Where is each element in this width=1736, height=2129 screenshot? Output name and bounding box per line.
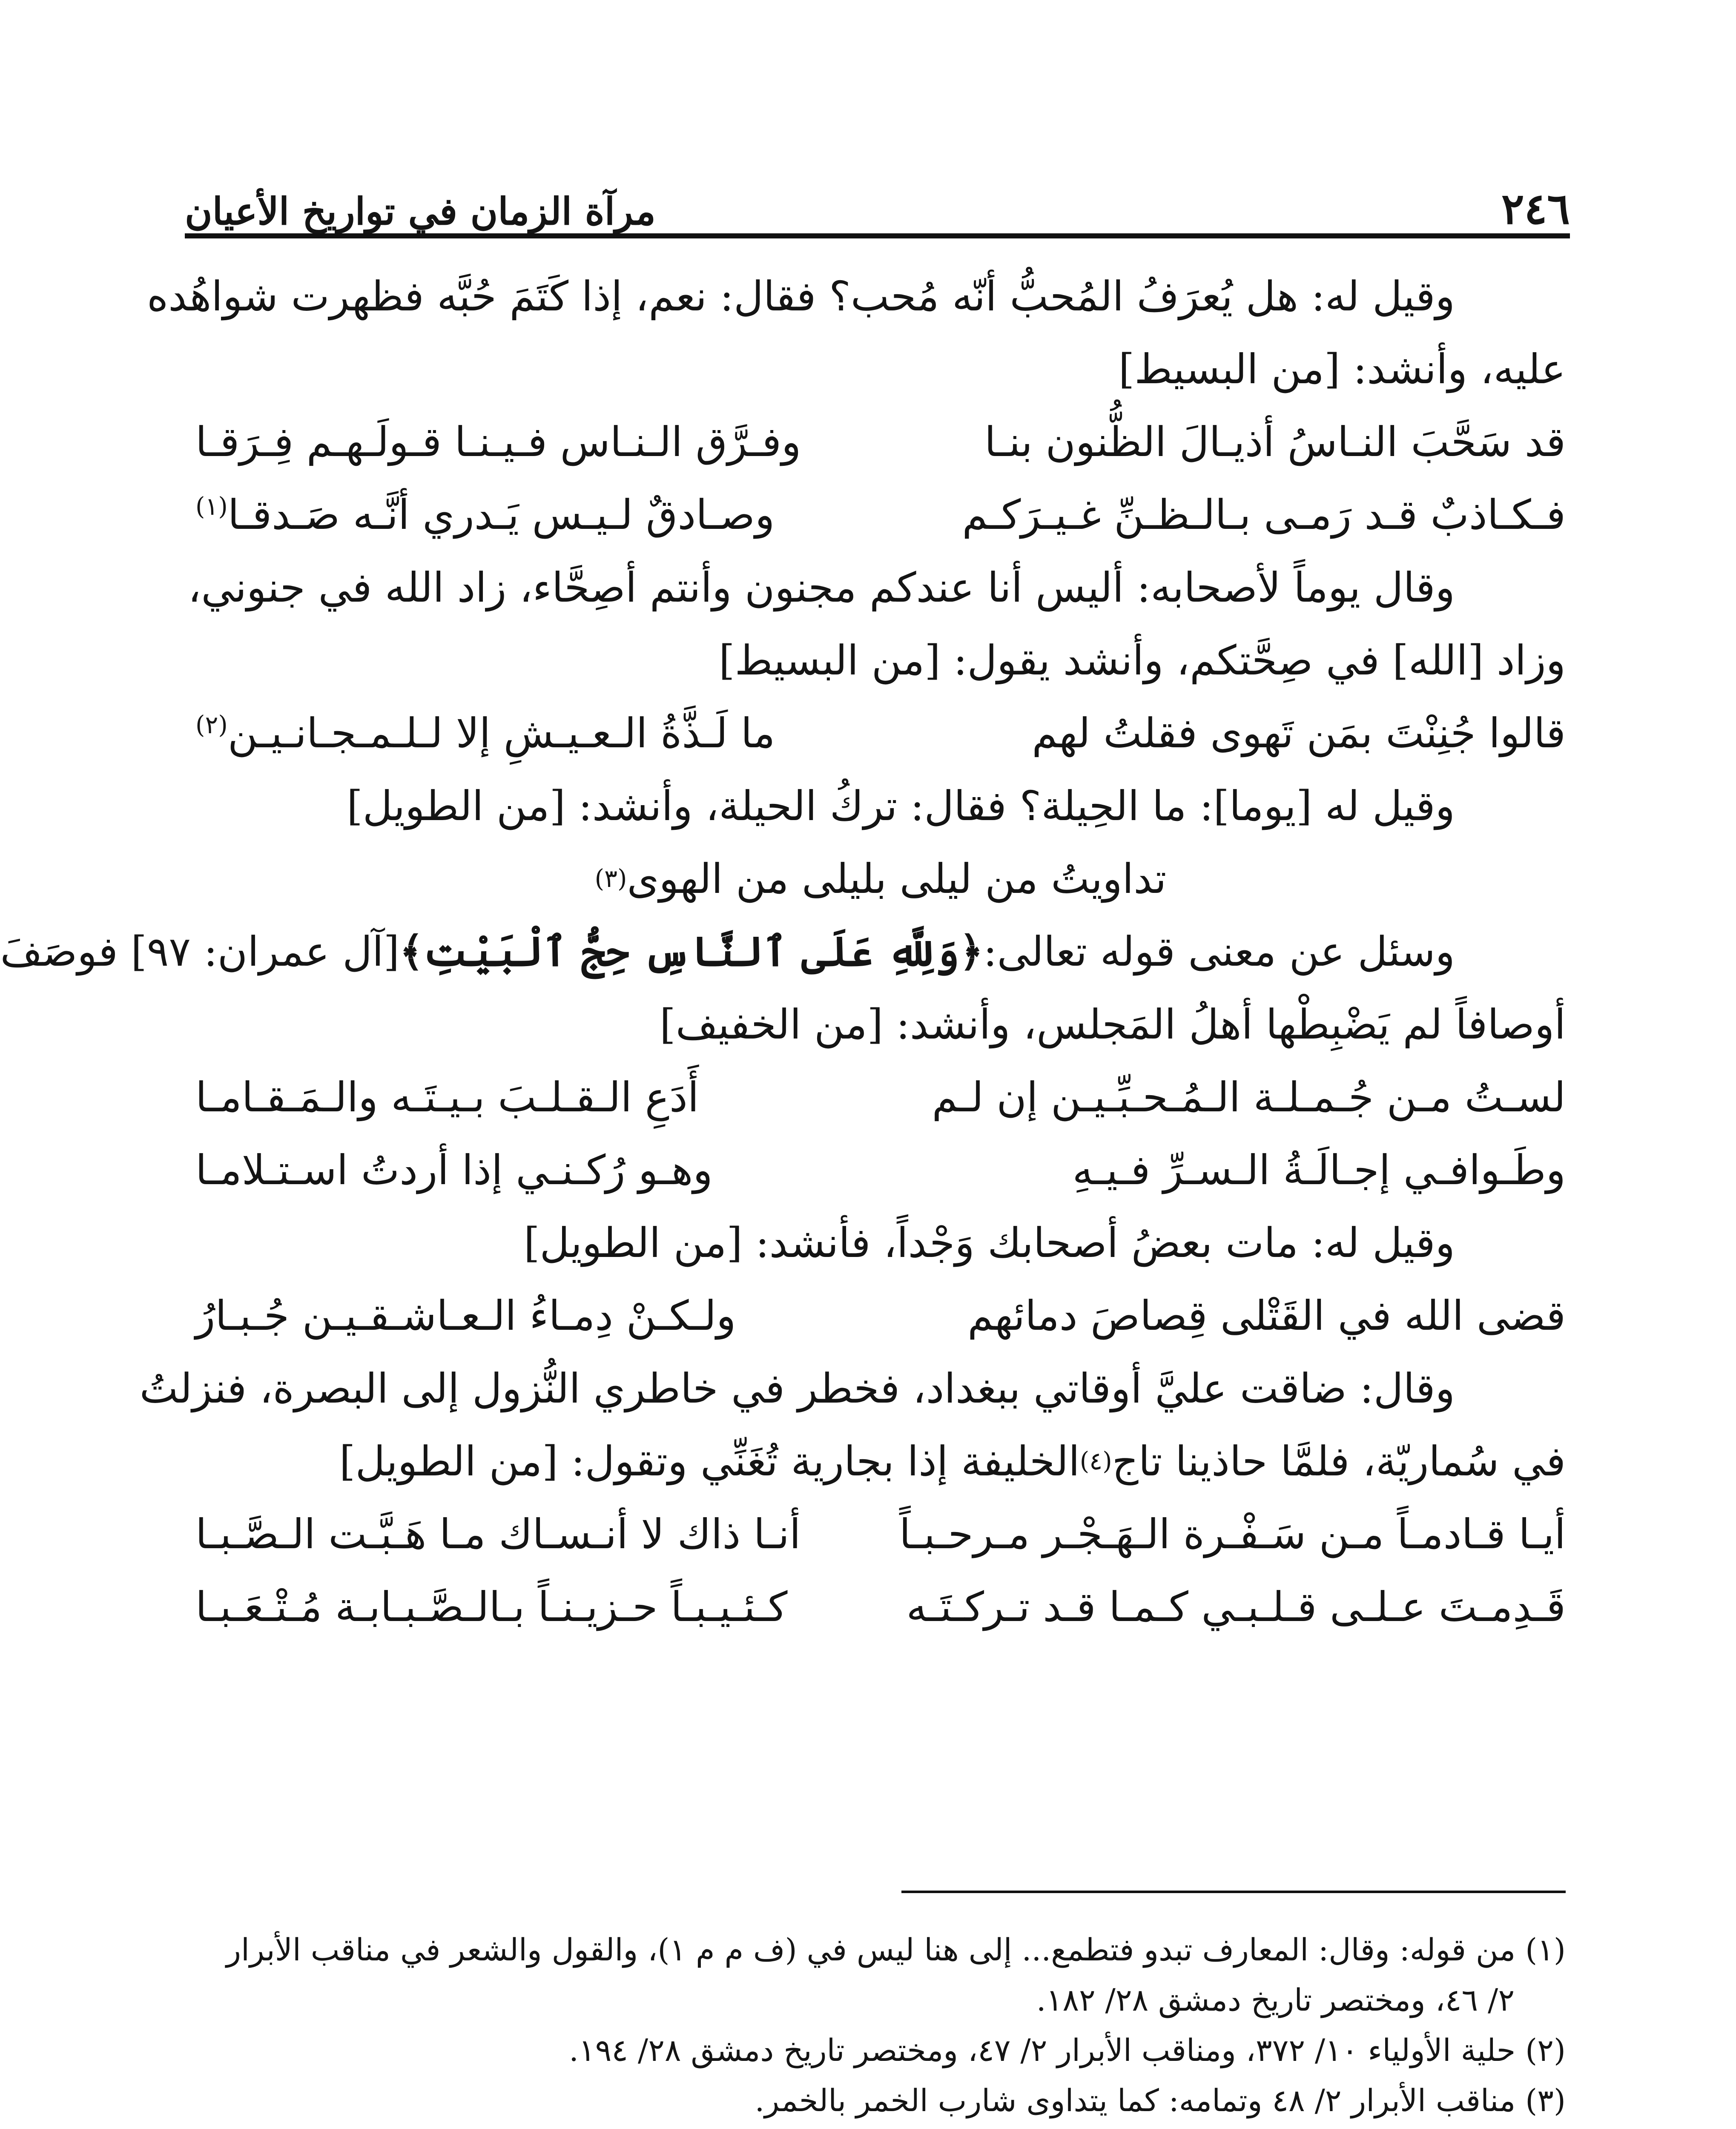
footnotes xyxy=(195,1925,1566,2129)
verse-first-hemistich: وطَـوافـي إجـالَـةُ الـسـرِّ فـيـهِ xyxy=(1072,1146,1566,1194)
paragraph-text: وزاد [الله] في صِحَّتكم، وأنشد يقول: [من البسيط] xyxy=(719,636,1566,684)
footnote-ref: (٢) xyxy=(195,710,228,739)
paragraph-text: [آل عمران: ٩٧] فوصَفَ xyxy=(0,927,400,976)
footnote xyxy=(195,2025,1566,2075)
verse-line xyxy=(195,1498,1566,1570)
verse-first-hemistich: لسـتُ مـن جُـمـلـة الـمُـحـبِّـيـن إن لـم xyxy=(932,1073,1566,1121)
footnote-text: (٢) حلية الأولياء ١٠/ ٣٧٢، ومناقب الأبرار ٢/ ٤٧، ومختصر تاريخ دمشق ٢٨/ ١٩٤. xyxy=(569,2032,1566,2068)
text-line xyxy=(195,333,1566,405)
verse-second-hemistich: أنـا ذاك لا أنـسـاك مـا هَـبَّـت الـصَّـبـا xyxy=(195,1510,801,1558)
verse-line xyxy=(195,1279,1566,1352)
verse-line xyxy=(195,1570,1566,1643)
text-line xyxy=(195,769,1566,842)
book-title: مرآة الزمان في تواريخ الأعيان xyxy=(185,189,656,233)
verse-second-hemistich: كـئـيـبـاً حـزيـنـاً بـالـصَّـبـابـة مُـتْـعَـبـا xyxy=(195,1583,788,1631)
verse-first-hemistich: قالوا جُنِنْتَ بمَن تَهوى فقلتُ لهم xyxy=(1032,709,1566,757)
footnote-ref: (١) xyxy=(195,492,228,521)
paragraph-text: وقيل له [يوما]: ما الحِيلة؟ فقال: تركُ الحيلة، وأنشد: [من الطويل] xyxy=(347,782,1455,830)
verse-line xyxy=(195,1061,1566,1133)
verse-line xyxy=(195,478,1566,551)
text-line xyxy=(139,1352,1566,1425)
footnote xyxy=(195,2075,1566,2126)
footnote xyxy=(195,1925,1566,1975)
quran-verse: ﴿وَلِلَّهِ عَلَى ٱلنَّاسِ حِجُّ ٱلْبَيْتِ﴾ xyxy=(399,927,984,976)
paragraph-text: الخليفة إذا بجارية تُغَنِّي وتقول: [من الطويل] xyxy=(339,1437,1080,1485)
footnote-text: (١) من قوله: وقال: المعارف تبدو فتطمع... إلى هنا ليس في (ف م م ١)، والقول والشعر في مناقب الأبرار xyxy=(226,1932,1566,1968)
verse-second-hemistich: وفـرَّق الـنـاس فـيـنـا قـولَـهـم فِـرَقـا xyxy=(195,418,801,466)
footnote-separator xyxy=(901,1891,1566,1893)
verse-second-hemistich: ولـكـنْ دِمـاءُ الـعـاشـقـيـن جُـبـارُ xyxy=(195,1291,736,1340)
footnote-continuation xyxy=(195,1975,1566,2025)
text-line xyxy=(188,551,1566,624)
paragraph-text: في سُماريّة، فلمَّا حاذينا تاج xyxy=(1112,1437,1566,1485)
verse-second-hemistich: وهـو رُكـنـي إذا أردتُ اسـتـلامـا xyxy=(195,1146,713,1194)
footnote xyxy=(195,2126,1566,2129)
paragraph-text: وقال يوماً لأصحابه: أليس أنا عندكم مجنون وأنتم أصِحَّاء، زاد الله في جنوني، xyxy=(188,563,1455,611)
verse-second-hemistich xyxy=(195,709,853,757)
verse-second-hemistich: أَدَعِ الـقـلـبَ بـيـتَـه والـمَـقـامـا xyxy=(195,1073,699,1121)
verse-first-hemistich: فـكـاذبٌ قـد رَمـى بـالـظـنِّ غـيـرَكـم xyxy=(962,491,1566,539)
text-line xyxy=(146,260,1566,333)
verse-first-hemistich: قَـدِمـتَ عـلـى قـلـبـي كـمـا قـد تـركـتَـه xyxy=(906,1583,1566,1631)
paragraph-text: وقيل له: هل يُعرَفُ المُحبُّ أنّه مُحب؟ فقال: نعم، إذا كَتَمَ حُبَّه فظهرت شواهُده xyxy=(146,272,1455,320)
footnote-text: (٣) مناقب الأبرار ٢/ ٤٨ وتمامه: كما يتداوى شارب الخمر بالخمر. xyxy=(755,2083,1566,2118)
verse-first-hemistich: قد سَحَّبَ النـاسُ أذيـالَ الظُّنون بنـا xyxy=(984,418,1566,466)
text-line xyxy=(195,624,1566,697)
verse-text: وصـادقٌ لـيـس يَـدري أنَّـه صَـدقـا xyxy=(227,491,775,539)
text-line xyxy=(195,1206,1566,1279)
running-header xyxy=(185,166,1570,234)
paragraph-text: وسئل عن معنى قوله تعالى: xyxy=(983,927,1455,976)
header-rule xyxy=(185,233,1570,238)
verse-second-hemistich xyxy=(195,491,853,539)
verse-single-line: تداويتُ من ليلى بليلى من الهوى (٣) xyxy=(594,855,1167,903)
text-line xyxy=(0,915,1566,988)
text-line xyxy=(195,988,1566,1061)
verse-text: تداويتُ من ليلى بليلى من الهوى xyxy=(627,855,1167,903)
verse-line xyxy=(195,405,1566,478)
verse-first-hemistich: قضى الله في القَتْلى قِصاصَ دمائهم xyxy=(967,1291,1566,1340)
text-line: في سُماريّة، فلمَّا حاذينا تاج (٤) الخليفة إذا بجارية تُغَنِّي وتقول: [من الطويل] xyxy=(339,1437,1566,1485)
main-text xyxy=(0,260,1566,1643)
footnote-text: ٢/ ٤٦، ومختصر تاريخ دمشق ٢٨/ ١٨٢. xyxy=(1036,1982,1515,2018)
paragraph-text: أوصافاً لم يَضْبِطْها أهلُ المَجلس، وأنشد: [من الخفيف] xyxy=(660,1000,1566,1048)
verse-text: ما لَـذَّةُ الـعـيـشِ إلا لـلـمـجـانـيـن xyxy=(227,709,775,757)
page-number: ٢٤٦ xyxy=(1501,184,1570,234)
verse-line xyxy=(195,697,1566,769)
paragraph-text: عليه، وأنشد: [من البسيط] xyxy=(1118,345,1566,393)
paragraph-text: وقيل له: مات بعضُ أصحابك وَجْداً، فأنشد: [من الطويل] xyxy=(524,1219,1455,1267)
paragraph-text: وقال: ضاقت عليَّ أوقاتي ببغداد، فخطر في خاطري النُّزول إلى البصرة، فنزلتُ xyxy=(139,1364,1455,1412)
verse-line xyxy=(195,1133,1566,1206)
verse-first-hemistich: أيـا قـادمـاً مـن سَـفْـرة الـهَـجْـر مـرحـبـاً xyxy=(899,1510,1566,1558)
